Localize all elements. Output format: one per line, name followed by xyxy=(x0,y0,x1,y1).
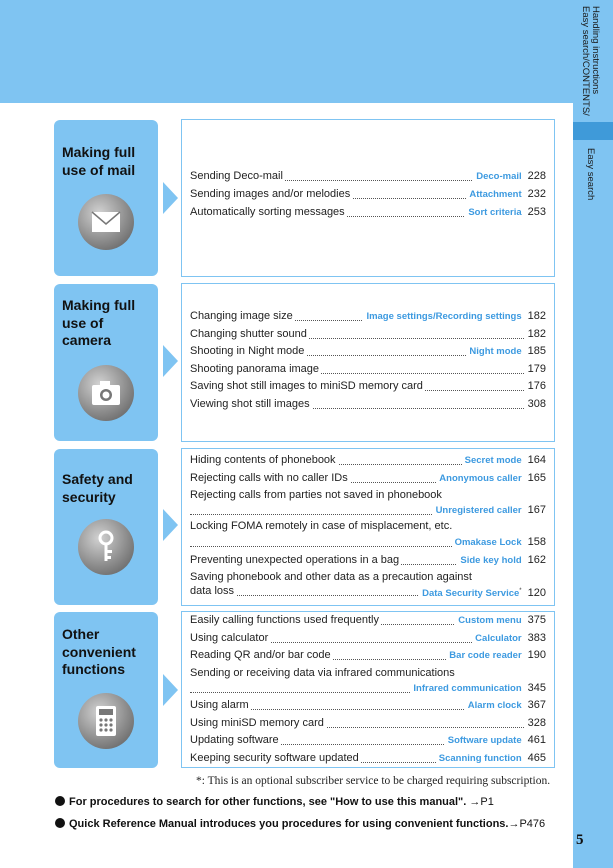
envelope-icon xyxy=(78,194,134,250)
bullet-note: For procedures to search for other functions, see "How to use this manual". →P1 xyxy=(55,796,494,808)
header-band xyxy=(0,0,573,103)
category-mail xyxy=(54,120,158,276)
list-item: Shooting in Night mode Night mode 185 xyxy=(190,343,546,360)
list-item: Sending Deco-mail Deco-mail 228 xyxy=(190,168,546,185)
bullet-note: Quick Reference Manual introduces you procedures for using convenient functions.→P476 xyxy=(55,818,545,830)
list-item: Viewing shot still images 308 xyxy=(190,396,546,413)
list-item: Rejecting calls with no caller IDs Anonymous caller 165 xyxy=(190,470,546,487)
list-item: Saving shot still images to miniSD memory card 176 xyxy=(190,378,546,395)
bullet-icon xyxy=(55,796,65,806)
list-item: Shooting panorama image 179 xyxy=(190,361,546,378)
list-item: Sending images and/or melodies Attachment 232 xyxy=(190,186,546,203)
category-title: Making full use of camera xyxy=(62,297,136,348)
section-arrow xyxy=(163,509,178,541)
calculator-icon xyxy=(78,693,134,749)
list-item-heading: Locking FOMA remotely in case of misplacement, etc. xyxy=(190,518,546,535)
side-index-label-line2: Handling instructions xyxy=(590,6,601,95)
page-reference-link[interactable]: →P1 xyxy=(469,796,494,808)
section-arrow xyxy=(163,674,178,706)
category-title: Making full use of mail xyxy=(62,144,136,178)
category-title: Safety and security xyxy=(62,471,133,505)
list-item: Using alarm Alarm clock 367 xyxy=(190,697,546,714)
list-item: Changing shutter sound 182 xyxy=(190,326,546,343)
category-camera xyxy=(54,284,158,441)
section-arrow xyxy=(163,182,178,214)
key-icon xyxy=(78,519,134,575)
list-item: Using miniSD memory card 328 xyxy=(190,715,546,732)
list-item: Preventing unexpected operations in a bag Side key hold 162 xyxy=(190,552,546,569)
section-arrow xyxy=(163,345,178,377)
category-safety xyxy=(54,449,158,605)
list-item-heading: Sending or receiving data via infrared communications xyxy=(190,665,546,682)
bullet-icon xyxy=(55,818,65,828)
list-item: Updating software Software update 461 xyxy=(190,732,546,749)
side-index-active-tab xyxy=(573,122,613,140)
list-item: Hiding contents of phonebook Secret mode 164 xyxy=(190,452,546,469)
list-item: Infrared communication 345 xyxy=(190,680,546,697)
list-item: data loss Data Security Service* 120 xyxy=(190,583,546,600)
list-item-heading: Saving phonebook and other data as a precaution against xyxy=(190,569,546,586)
page-reference-link[interactable]: →P476 xyxy=(508,818,546,830)
category-title: Other convenient functions xyxy=(62,626,136,677)
list-item: Automatically sorting messages Sort criteria 253 xyxy=(190,204,546,221)
page-number: 5 xyxy=(576,832,584,848)
side-index-label-line1: Easy search/CONTENTS/ xyxy=(580,6,591,116)
footnote: *: This is an optional subscriber service to be charged requiring subscription. xyxy=(196,775,551,787)
list-item: Easily calling functions used frequently Custom menu 375 xyxy=(190,612,546,629)
list-item: Keeping security software updated Scanning function 465 xyxy=(190,750,546,767)
list-item: Using calculator Calculator 383 xyxy=(190,630,546,647)
list-item: Unregistered caller 167 xyxy=(190,502,546,519)
list-item: Omakase Lock 158 xyxy=(190,534,546,551)
camera-icon xyxy=(78,365,134,421)
side-index-tab-label: Easy search xyxy=(585,148,596,201)
list-item: Changing image size Image settings/Recording settings 182 xyxy=(190,308,546,325)
list-item-heading: Rejecting calls from parties not saved in phonebook xyxy=(190,487,546,504)
list-item: Reading QR and/or bar code Bar code reader 190 xyxy=(190,647,546,664)
category-other xyxy=(54,612,158,768)
